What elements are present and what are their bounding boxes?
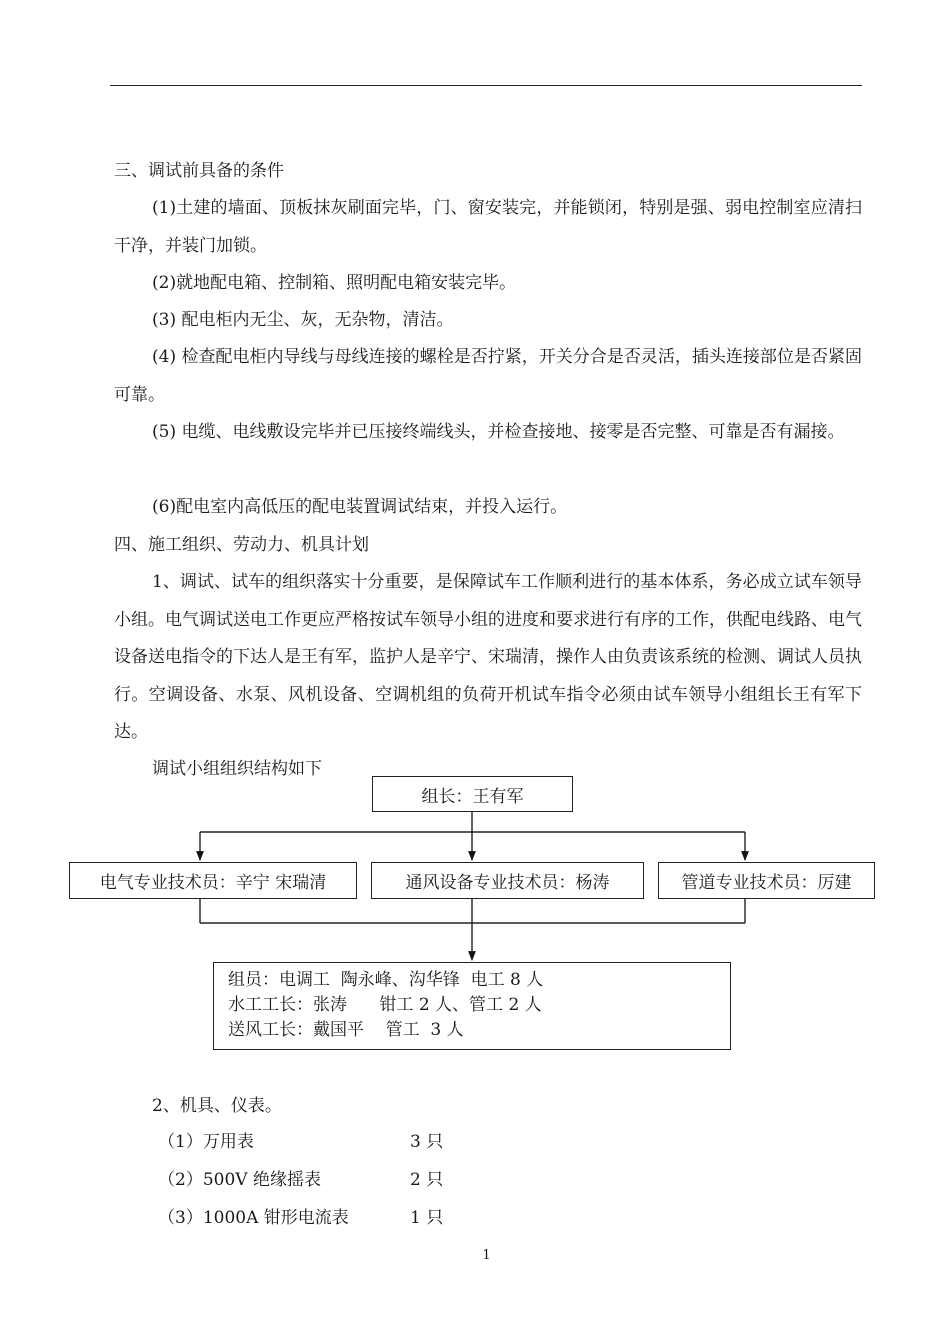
section-3-heading: 三、调试前具备的条件	[114, 161, 284, 181]
item-text: (1)土建的墙面、顶板抹灰刷面完毕，门、窗安装完，并能锁闭，特别是强、弱电控制室应清扫干净，并装门加锁。	[114, 198, 862, 256]
item-text: (2)就地配电箱、控制箱、照明配电箱安装完毕。	[152, 273, 517, 293]
org-leader-box: 组长：王有军	[372, 776, 573, 812]
tool-item	[158, 1132, 444, 1152]
item-text: (5) 电缆、电线敷设完毕并已压接终端线头，并检查接地、接零是否完整、可靠是否有漏接。	[152, 422, 845, 442]
org-members-box	[213, 962, 731, 1050]
tool-quantity: 2 只	[410, 1170, 444, 1190]
org-ventilation-tech-box: 通风设备专业技术员：杨涛	[371, 862, 644, 899]
org-chart-caption: 调试小组组织结构如下	[152, 759, 322, 779]
tool-name: （2）500V 绝缘摇表	[158, 1170, 321, 1190]
item-text: (6)配电室内高低压的配电装置调试结束，并投入运行。	[152, 497, 568, 517]
paragraph-text: 1、调试、试车的组织落实十分重要，是保障试车工作顺利进行的基本体系，务必成立试车领导小组。电气调试送电工作更应严格按试车领导小组的进度和要求进行有序的工作，供配电线路、电气设备送电指令的下达人是王有军，监护人是辛宁、宋瑞清，操作人由负责该系统的检测、调试人员执行。空调设备、水泵、风机设备、空调机组的负荷开机试车指令必须由试车领导小组组长王有军下达。	[114, 572, 862, 742]
tool-quantity: 1 只	[410, 1208, 444, 1228]
item-text: (4) 检查配电柜内导线与母线连接的螺栓是否拧紧，开关分合是否灵活，插头连接部位是否紧固可靠。	[114, 347, 862, 405]
tools-heading: 2、机具、仪表。	[152, 1096, 282, 1116]
item-text: (3) 配电柜内无尘、灰，无杂物，清洁。	[152, 310, 454, 330]
tool-quantity: 3 只	[410, 1132, 444, 1152]
page-number: 1	[482, 1248, 491, 1263]
member-line: 水工工长：张涛 钳工 2 人、管工 2 人	[228, 995, 542, 1015]
tool-item	[158, 1208, 444, 1228]
tool-name: （1）万用表	[158, 1132, 254, 1152]
org-pipe-tech-box: 管道专业技术员：厉建	[658, 862, 875, 899]
section-4-heading: 四、施工组织、劳动力、机具计划	[114, 535, 369, 555]
member-line: 组员：电调工 陶永峰、沟华锋 电工 8 人	[228, 970, 544, 990]
member-line: 送风工长：戴国平 管工 3 人	[228, 1020, 464, 1040]
tool-item	[158, 1170, 444, 1190]
org-electric-tech-box: 电气专业技术员：辛宁 宋瑞清	[69, 862, 357, 899]
tool-name: （3）1000A 钳形电流表	[158, 1208, 349, 1228]
